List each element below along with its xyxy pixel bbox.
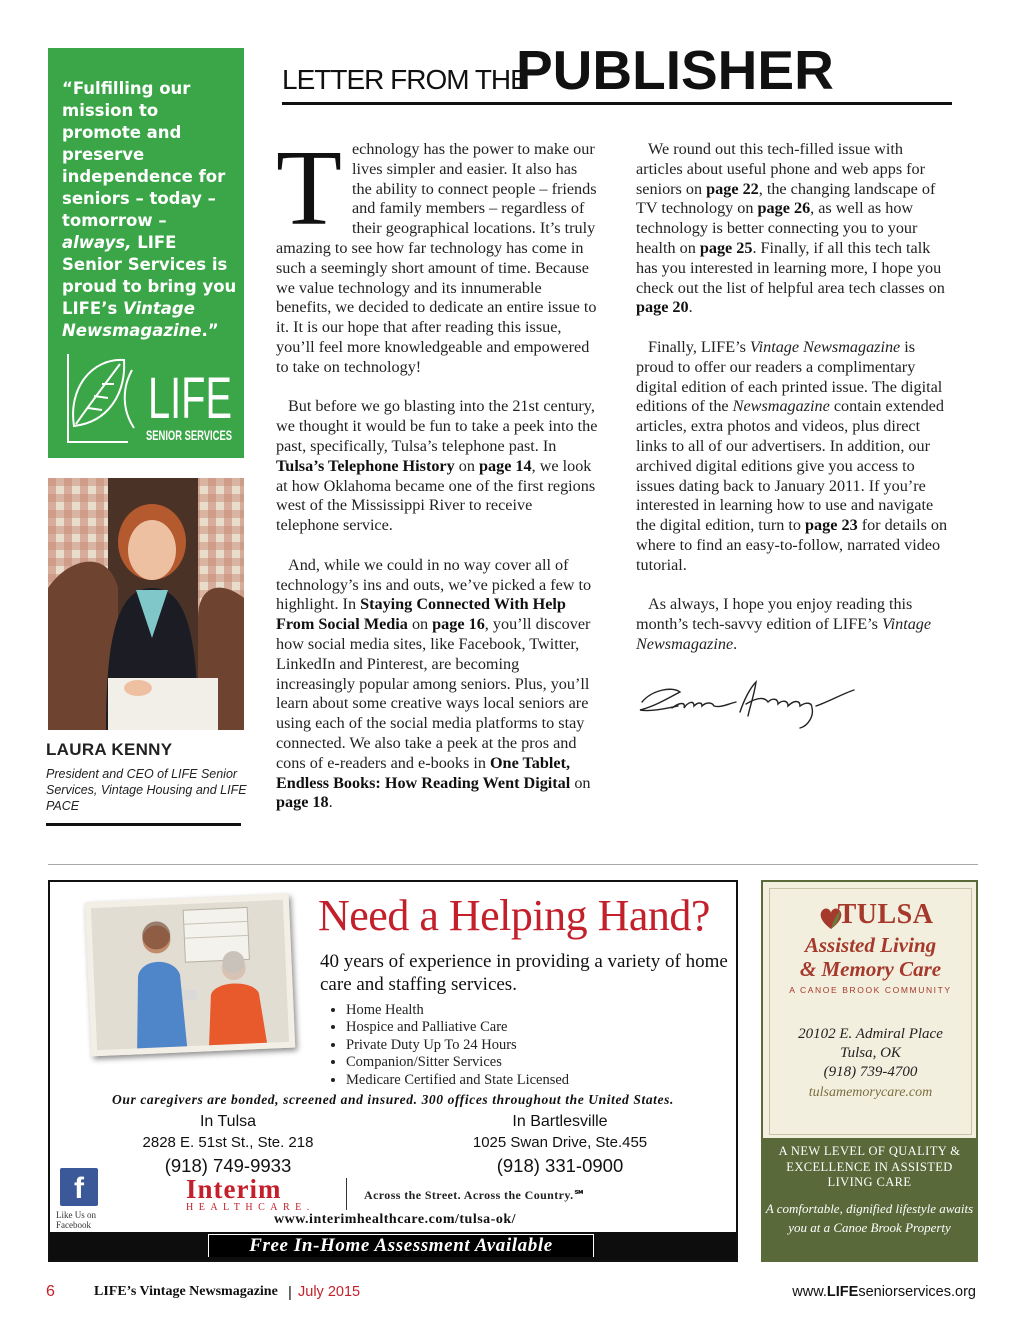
page-footer (0, 1283, 1024, 1307)
page-title (282, 40, 952, 105)
life-senior-services-logo (62, 348, 234, 448)
brand-subtitle: HEALTHCARE. (186, 1202, 315, 1213)
publisher-name: LAURA KENNY (46, 740, 173, 759)
tulsa-promo-text: A comfortable, dignified lifestyle awaits you at a Canoe Brook Property (765, 1201, 974, 1235)
page-number: 6 (46, 1283, 55, 1300)
divider (46, 823, 241, 826)
canoe-brook-label: A CANOE BROOK COMMUNITY (789, 985, 952, 995)
location-city: In Tulsa (199, 1113, 257, 1130)
assessment-banner-text: Free In-Home Assessment Available (208, 1234, 594, 1257)
title-prefix: LETTER FROM THE (282, 64, 528, 95)
services-list (320, 1002, 569, 1089)
handwritten-signature (632, 672, 864, 732)
interim-healthcare-ad (48, 880, 738, 1262)
letter-column-1 (276, 129, 598, 813)
tulsa-promo-band (763, 1138, 976, 1260)
letter-paragraph: Technology has the power to make our lives simpler and easier. It also has the ability to connect people – friends and family members – regardless of their geographical locations. It’s truly amazing to see how far technology has come in such a seemingly short amount of time. Because we value technology and its innumerable benefits, we decided to dedicate an entire issue to it. It is our hope that after reading this issue, you’ll feel more knowledgeable and empowered to take on technology! (276, 129, 597, 376)
website-link[interactable]: www.LIFEseniorservices.org (792, 1284, 976, 1300)
ad-headline: Need a Helping Hand? (318, 891, 710, 940)
tulsa-assisted-living-ad (761, 880, 978, 1262)
location-address: 2828 E. 51st St., Ste. 218 (142, 1134, 314, 1151)
letter-paragraph: Finally, LIFE’s Vintage Newsmagazine is proud to offer our readers a complimentary digital edition of each printed issue. The digital editions of the Newsmagazine contain extended articles, extra photos and videos, plus direct links to all of our advertisers. In addition, our archived digital editions give you access to issues dating back to January 2011. If you’re interested in learning how to use and navigate the digital edition, turn to page 23 for details on where to find an easy-to-follow, narrated video tutorial. (636, 337, 948, 574)
ad-subheadline: 40 years of experience in providing a variety of home care and staffing services. (320, 951, 728, 995)
logo-sub-text: SENIOR SERVICES (146, 427, 232, 443)
location-phone: (918) 749-9933 (164, 1155, 292, 1176)
mission-quote: “Fulfilling our mission to promote and preserve independence for seniors – today – tomorrow – always, LIFE Senior Services is proud to bring you LIFE’s Vintage Newsmagazine.” (62, 79, 237, 340)
issue-date: July 2015 (298, 1284, 361, 1300)
tulsa-url-link[interactable]: tulsamemorycare.com (808, 1085, 933, 1100)
assessment-banner (50, 1232, 736, 1260)
letter-paragraph: And, while we could in no way cover all of technology’s ins and outs, we’ve picked a few to highlight. In Staying Connected With Help From Social Media on page 16, you’ll discover how social media sites, like Facebook, Twitter, LinkedIn and Pinterest, are becoming increasingly popular among seniors. Plus, you’ll learn about some creative ways local seniors are using each of the social media platforms to stay connected. We also take a peek at the pros and cons of e-readers and e-books in One Tablet, Endless Books: How Reading Went Digital on page 18. (276, 555, 592, 812)
ad-url-link[interactable]: www.interimhealthcare.com/tulsa-ok/ (274, 1212, 516, 1227)
tulsa-subtitle: Assisted Living & Memory Care (799, 933, 942, 981)
logo-life-text: LIFE (148, 366, 232, 431)
publisher-photo (48, 478, 244, 730)
list-item: • Medicare Certified and State Licensed (346, 1072, 569, 1089)
location-address: 1025 Swan Drive, Ste.455 (472, 1134, 648, 1151)
sidebar-green-box (48, 48, 244, 458)
letter-paragraph: As always, I hope you enjoy reading this month’s tech-savvy edition of LIFE’s Vintage Newsmagazine. (636, 595, 932, 653)
ad-info-panel (769, 888, 972, 1135)
tulsa-promo-heading: A NEW LEVEL OF QUALITY & EXCELLENCE IN ASSISTED LIVING CARE (778, 1144, 961, 1189)
location-bartlesville (440, 1112, 680, 1178)
brand-tagline: Across the Street. Across the Country.℠ (364, 1188, 587, 1202)
list-item: • Companion/Sitter Services (346, 1054, 569, 1071)
brand-name: Interim (186, 1174, 282, 1204)
footer-separator: | (288, 1284, 292, 1301)
list-item: • Home Health (346, 1002, 569, 1019)
letter-paragraph: But before we go blasting into the 21st century, we thought it would be fun to take a peek into the past, specifically, Tulsa’s telephone past. In Tulsa’s Telephone History on page 14, we look at how Oklahoma became one of the first regions west of the Mississippi River to receive telephone service. (276, 397, 598, 535)
tulsa-address: 20102 E. Admiral Place Tulsa, OK (918) 739-4700 (798, 1026, 943, 1080)
logo-divider (346, 1178, 347, 1210)
list-item: • Hospice and Palliative Care (346, 1019, 569, 1036)
ad-note: Our caregivers are bonded, screened and insured. 300 offices throughout the United States. (112, 1092, 674, 1107)
publication-name: LIFE’s Vintage Newsmagazine (94, 1284, 278, 1299)
interim-logo (186, 1176, 326, 1214)
list-item: • Private Duty Up To 24 Hours (346, 1037, 569, 1054)
publisher-title: President and CEO of LIFE Senior Services, Vintage Housing and LIFE PACE (46, 767, 247, 813)
letter-column-2 (636, 140, 948, 655)
letter-paragraph: We round out this tech-filled issue with articles about useful phone and web apps for seniors on page 22, the changing landscape of TV technology on page 26, as well as how technology is better connecting you to your health on page 25. Finally, if all this tech talk has you interested in learning more, I hope you check out the list of helpful area tech classes on page 20. (636, 140, 945, 317)
section-divider (48, 864, 978, 865)
title-main: PUBLISHER (516, 39, 834, 101)
location-city: In Bartlesville (512, 1113, 608, 1130)
facebook-icon[interactable]: f (60, 1168, 98, 1206)
location-phone: (918) 331-0900 (496, 1155, 624, 1176)
location-tulsa (108, 1112, 348, 1178)
facebook-label: Like Us on Facebook (56, 1210, 96, 1230)
tulsa-brand: TULSA (837, 899, 934, 930)
drop-cap: T (276, 129, 342, 248)
caregiver-photo (85, 894, 296, 1057)
